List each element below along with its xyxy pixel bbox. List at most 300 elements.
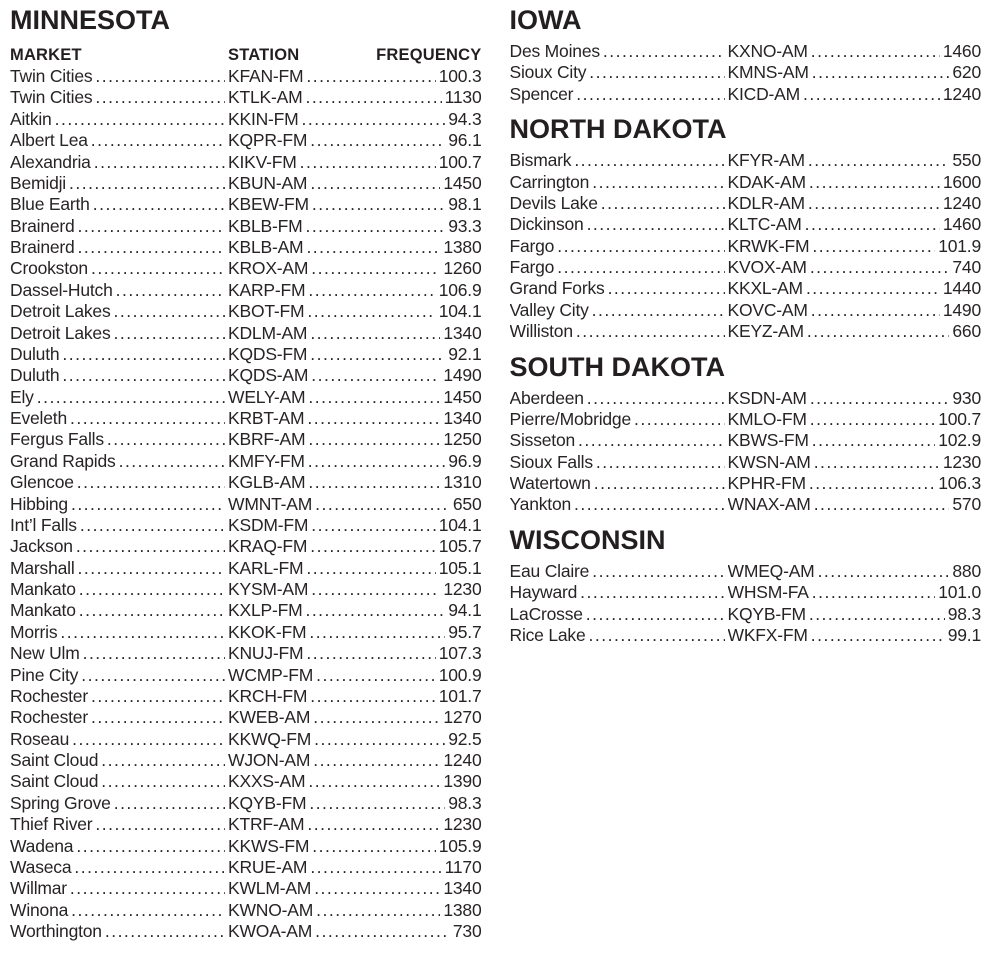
- market-cell: Twin Cities: [10, 87, 93, 108]
- dot-leader: [308, 472, 440, 493]
- market-cell: Crookston: [10, 258, 88, 279]
- station-cell: KRCH-FM: [228, 685, 308, 706]
- dot-leader: [302, 109, 446, 130]
- dot-leader: [77, 472, 225, 493]
- station-row: [510, 388, 982, 409]
- station-row: [510, 236, 982, 257]
- station-row: [10, 387, 482, 408]
- dot-leader: [105, 921, 225, 942]
- station-cell: KBLB-AM: [228, 237, 304, 257]
- frequency-cell: 1600: [942, 171, 981, 192]
- station-row: [10, 408, 482, 429]
- frequency-cell: 1440: [942, 278, 981, 299]
- market-cell: Devils Lake: [509, 192, 598, 213]
- frequency-cell: 100.9: [438, 664, 482, 685]
- frequency-cell: 93.3: [448, 215, 482, 236]
- market-cell: Spencer: [509, 83, 574, 104]
- market-cell: Pine City: [10, 664, 79, 685]
- station-cell: KBUN-AM: [228, 172, 308, 193]
- station-cell: WNAX-AM: [727, 494, 811, 515]
- station-cell: KKWS-FM: [228, 835, 310, 856]
- market-cell: Jackson: [10, 536, 73, 557]
- station-column-header: STATION: [228, 46, 300, 64]
- dot-leader: [91, 258, 225, 279]
- station-row: [10, 750, 482, 771]
- dot-leader: [313, 707, 440, 728]
- dot-leader: [315, 494, 450, 515]
- station-cell: KKIN-FM: [228, 108, 299, 129]
- station-cell: KBLB-FM: [228, 215, 303, 236]
- frequency-cell: 1260: [443, 258, 482, 279]
- station-row: [10, 558, 482, 579]
- dot-leader: [71, 494, 225, 515]
- station-row: [510, 214, 982, 235]
- dot-leader: [91, 130, 225, 151]
- market-cell: LaCrosse: [509, 603, 583, 624]
- state-section-wisconsin: [510, 526, 982, 647]
- market-cell: Duluth: [10, 365, 60, 386]
- frequency-cell: 1340: [443, 322, 482, 343]
- frequency-cell: 101.9: [938, 235, 981, 256]
- station-row: [10, 900, 482, 921]
- station-row: [10, 472, 482, 493]
- dot-leader: [70, 408, 225, 429]
- frequency-cell: 92.1: [448, 343, 482, 364]
- market-cell: Mankato: [10, 600, 76, 621]
- market-cell: Glencoe: [10, 472, 74, 493]
- frequency-cell: 1310: [443, 472, 482, 493]
- state-section-minnesota: [10, 6, 482, 942]
- station-rows: [10, 66, 482, 942]
- dot-leader: [310, 173, 440, 194]
- station-cell: KXXS-AM: [228, 771, 306, 792]
- frequency-cell: 660: [952, 321, 981, 342]
- dot-leader: [814, 452, 940, 473]
- dot-leader: [809, 473, 935, 494]
- station-row: [10, 707, 482, 728]
- state-title-iowa: IOWA: [509, 5, 582, 35]
- dot-leader: [107, 429, 225, 450]
- station-cell: KQDS-AM: [228, 365, 309, 386]
- frequency-cell: 102.9: [938, 430, 981, 451]
- frequency-cell: 96.1: [448, 130, 482, 151]
- station-cell: KICD-AM: [727, 83, 800, 104]
- station-row: [10, 536, 482, 557]
- dot-leader: [810, 257, 950, 278]
- market-cell: Saint Cloud: [10, 750, 99, 770]
- frequency-cell: 1390: [443, 771, 482, 792]
- frequency-cell: 1450: [443, 172, 482, 193]
- station-cell: KDAK-AM: [727, 171, 806, 192]
- market-cell: Brainerd: [10, 215, 75, 236]
- station-cell: KRAQ-FM: [228, 536, 308, 557]
- frequency-cell: 98.3: [947, 603, 981, 624]
- market-cell: Morris: [10, 621, 58, 642]
- market-cell: Des Moines: [509, 41, 600, 61]
- frequency-cell: 101.0: [938, 582, 981, 603]
- frequency-cell: 1170: [444, 856, 482, 877]
- dot-leader: [601, 193, 725, 214]
- station-cell: KWEB-AM: [228, 707, 311, 728]
- station-row: [10, 429, 482, 450]
- dot-leader: [314, 729, 445, 750]
- frequency-cell: 105.9: [438, 835, 482, 856]
- station-cell: KYSM-AM: [228, 579, 309, 599]
- dot-leader: [78, 216, 225, 237]
- market-cell: Aitkin: [10, 108, 52, 129]
- market-cell: Eau Claire: [509, 560, 590, 581]
- frequency-cell: 1340: [443, 878, 482, 899]
- dot-leader: [119, 451, 225, 472]
- frequency-cell: 98.1: [448, 194, 482, 215]
- station-row: [10, 622, 482, 643]
- market-cell: Williston: [509, 321, 573, 342]
- frequency-cell: 1380: [443, 237, 482, 257]
- market-cell: Yankton: [509, 494, 572, 515]
- dot-leader: [808, 150, 950, 171]
- dot-leader: [809, 604, 945, 625]
- state-title-south-dakota: SOUTH DAKOTA: [509, 351, 725, 382]
- dot-leader: [74, 857, 225, 878]
- dot-leader: [309, 793, 445, 814]
- dot-leader: [308, 280, 435, 301]
- dot-leader: [587, 214, 725, 235]
- frequency-cell: 570: [952, 494, 981, 515]
- frequency-cell: 1230: [443, 579, 482, 599]
- station-cell: KMNS-AM: [727, 62, 809, 83]
- market-cell: Brainerd: [10, 237, 75, 257]
- frequency-cell: 1340: [443, 408, 482, 428]
- dot-leader: [576, 321, 725, 342]
- station-cell: KQDS-FM: [228, 343, 308, 364]
- station-cell: KQPR-FM: [228, 130, 308, 151]
- left-column: [10, 6, 482, 953]
- dot-leader: [315, 921, 450, 942]
- frequency-cell: 106.9: [438, 279, 482, 300]
- station-row: [10, 836, 482, 857]
- station-row: [10, 686, 482, 707]
- dot-leader: [589, 62, 724, 83]
- frequency-cell: 1380: [443, 899, 482, 920]
- dot-leader: [93, 194, 225, 215]
- station-row: [510, 62, 982, 83]
- station-cell: KRBT-AM: [228, 408, 305, 428]
- dot-leader: [307, 408, 440, 429]
- frequency-column-header: FREQUENCY: [376, 46, 482, 64]
- frequency-cell: 106.3: [938, 473, 981, 493]
- market-cell: New Ulm: [10, 643, 80, 664]
- frequency-cell: 100.7: [938, 408, 981, 429]
- station-row: [510, 41, 982, 62]
- dot-leader: [603, 41, 725, 62]
- station-row: [10, 344, 482, 365]
- station-row: [10, 194, 482, 215]
- market-cell: Spring Grove: [10, 792, 111, 813]
- frequency-cell: 740: [952, 257, 981, 277]
- market-cell: Dassel-Hutch: [10, 279, 113, 300]
- market-cell: Fergus Falls: [10, 429, 104, 450]
- frequency-cell: 1240: [443, 750, 482, 770]
- market-cell: Saint Cloud: [10, 771, 99, 792]
- dot-leader: [62, 365, 225, 386]
- station-cell: KBOT-FM: [228, 301, 305, 322]
- frequency-cell: 100.3: [438, 66, 482, 86]
- dot-leader: [71, 900, 225, 921]
- station-cell: KXLP-FM: [228, 600, 303, 621]
- station-cell: KROX-AM: [228, 258, 309, 279]
- station-cell: KKOK-FM: [228, 621, 307, 642]
- station-cell: KIKV-FM: [228, 151, 297, 172]
- market-cell: Rochester: [10, 707, 88, 728]
- dot-leader: [300, 152, 436, 173]
- dot-leader: [94, 152, 225, 173]
- dot-leader: [95, 87, 225, 108]
- dot-leader: [805, 214, 940, 235]
- station-cell: KRWK-FM: [727, 235, 810, 256]
- market-cell: Bismark: [509, 150, 572, 171]
- station-row: [10, 793, 482, 814]
- dot-leader: [308, 451, 446, 472]
- station-cell: KWSN-AM: [727, 451, 811, 472]
- station-cell: KFYR-AM: [727, 150, 805, 171]
- dot-leader: [811, 625, 945, 646]
- dot-leader: [806, 278, 940, 299]
- dot-leader: [37, 387, 225, 408]
- dot-leader: [592, 172, 724, 193]
- station-rows: [510, 388, 982, 516]
- station-cell: KNUJ-FM: [228, 643, 304, 664]
- station-cell: KTRF-AM: [228, 814, 305, 835]
- dot-leader: [306, 237, 440, 258]
- dot-leader: [592, 561, 724, 582]
- dot-leader: [807, 321, 950, 342]
- station-cell: KBWS-FM: [727, 430, 809, 451]
- market-cell: Detroit Lakes: [10, 322, 111, 343]
- station-row: [510, 278, 982, 299]
- market-cell: Duluth: [10, 343, 60, 364]
- frequency-cell: 107.3: [438, 643, 482, 664]
- dot-leader: [634, 409, 725, 430]
- dot-leader: [306, 558, 435, 579]
- dot-leader: [62, 344, 225, 365]
- market-cell: Sioux Falls: [509, 451, 593, 472]
- dot-leader: [309, 622, 445, 643]
- dot-leader: [557, 236, 724, 257]
- station-row: [510, 257, 982, 278]
- dot-leader: [812, 430, 935, 451]
- dot-leader: [114, 793, 225, 814]
- dot-leader: [608, 278, 725, 299]
- market-cell: Ely: [10, 386, 34, 407]
- market-cell: Bemidji: [10, 172, 66, 193]
- station-cell: KQYB-FM: [727, 603, 806, 624]
- dot-leader: [91, 686, 225, 707]
- dot-leader: [310, 686, 435, 707]
- frequency-cell: 96.9: [448, 450, 482, 471]
- station-row: [10, 451, 482, 472]
- dot-leader: [811, 41, 940, 62]
- dot-leader: [91, 707, 225, 728]
- station-row: [10, 216, 482, 237]
- table-column-headers: [10, 46, 482, 64]
- station-row: [10, 66, 482, 87]
- station-cell: KXNO-AM: [727, 41, 808, 61]
- dot-leader: [310, 323, 440, 344]
- dot-leader: [574, 494, 724, 515]
- dot-leader: [812, 582, 935, 603]
- dot-leader: [809, 172, 940, 193]
- dot-leader: [305, 87, 441, 108]
- frequency-cell: 1240: [942, 192, 981, 213]
- station-row: [10, 665, 482, 686]
- frequency-cell: 550: [952, 150, 981, 171]
- dot-leader: [803, 84, 940, 105]
- station-cell: KRUE-AM: [228, 856, 308, 877]
- station-cell: KWNO-AM: [228, 899, 314, 920]
- station-row: [10, 323, 482, 344]
- market-cell: Marshall: [10, 557, 75, 578]
- frequency-cell: 95.7: [448, 621, 482, 642]
- market-cell: Pierre/Mobridge: [509, 408, 631, 429]
- dot-leader: [580, 582, 724, 603]
- dot-leader: [592, 300, 725, 321]
- station-cell: KMLO-FM: [727, 408, 807, 429]
- market-cell: Mankato: [10, 579, 76, 599]
- station-row: [510, 172, 982, 193]
- dot-leader: [95, 66, 225, 87]
- station-row: [10, 301, 482, 322]
- station-cell: KLTC-AM: [727, 214, 802, 235]
- station-cell: KBEW-FM: [228, 194, 309, 215]
- dot-leader: [116, 280, 225, 301]
- state-title-minnesota: MINNESOTA: [10, 5, 170, 35]
- dot-leader: [311, 365, 440, 386]
- dot-leader: [310, 536, 435, 557]
- dot-leader: [305, 216, 445, 237]
- station-cell: WELY-AM: [228, 386, 306, 407]
- frequency-cell: 1130: [444, 87, 482, 108]
- station-row: [10, 130, 482, 151]
- dot-leader: [305, 600, 445, 621]
- station-cell: KEYZ-AM: [727, 321, 804, 342]
- dot-leader: [312, 836, 435, 857]
- market-cell: Winona: [10, 899, 69, 920]
- frequency-cell: 1460: [942, 214, 981, 235]
- station-cell: WJON-AM: [228, 750, 311, 770]
- station-row: [10, 258, 482, 279]
- frequency-cell: 104.1: [438, 514, 482, 535]
- station-rows: [510, 150, 982, 342]
- state-section-north-dakota: [510, 115, 982, 342]
- frequency-cell: 1230: [942, 451, 981, 472]
- market-cell: Wadena: [10, 835, 74, 856]
- dot-leader: [313, 750, 440, 771]
- station-row: [510, 582, 982, 603]
- dot-leader: [312, 194, 445, 215]
- market-cell: Dickinson: [509, 214, 584, 235]
- frequency-cell: 105.7: [438, 536, 482, 557]
- market-cell: Twin Cities: [10, 66, 93, 86]
- dot-leader: [83, 643, 225, 664]
- station-row: [10, 237, 482, 258]
- dot-leader: [80, 515, 225, 536]
- frequency-cell: 1490: [942, 299, 981, 320]
- station-cell: KWLM-AM: [228, 878, 312, 899]
- station-row: [10, 173, 482, 194]
- market-cell: Rice Lake: [509, 624, 586, 645]
- station-row: [510, 300, 982, 321]
- dot-leader: [311, 258, 440, 279]
- station-cell: KKXL-AM: [727, 278, 803, 299]
- frequency-cell: 94.3: [448, 108, 482, 129]
- dot-leader: [587, 388, 725, 409]
- station-row: [10, 600, 482, 621]
- station-row: [510, 150, 982, 171]
- frequency-cell: 1230: [443, 814, 482, 835]
- dot-leader: [589, 625, 725, 646]
- dot-leader: [557, 257, 724, 278]
- dot-leader: [78, 558, 225, 579]
- state-title-wisconsin: WISCONSIN: [509, 524, 666, 555]
- station-row: [10, 771, 482, 792]
- dot-leader: [76, 836, 225, 857]
- dot-leader: [307, 814, 440, 835]
- station-cell: KTLK-AM: [228, 87, 303, 108]
- station-row: [10, 280, 482, 301]
- dot-leader: [814, 494, 950, 515]
- market-cell: Carrington: [509, 171, 590, 192]
- market-cell: Fargo: [509, 235, 555, 256]
- dot-leader: [594, 473, 725, 494]
- market-cell: Eveleth: [10, 408, 67, 428]
- station-row: [10, 109, 482, 130]
- dot-leader: [811, 300, 940, 321]
- dot-leader: [76, 536, 225, 557]
- market-cell: Valley City: [509, 299, 589, 320]
- market-cell: Sisseton: [509, 430, 576, 451]
- dot-leader: [306, 66, 435, 87]
- frequency-cell: 92.5: [448, 728, 482, 749]
- market-cell: Hayward: [509, 582, 578, 603]
- station-cell: WMNT-AM: [228, 493, 313, 514]
- dot-leader: [72, 729, 225, 750]
- frequency-cell: 1270: [443, 707, 482, 728]
- station-cell: KDLR-AM: [727, 192, 805, 213]
- market-cell: Roseau: [10, 728, 70, 749]
- station-row: [10, 643, 482, 664]
- dot-leader: [316, 900, 440, 921]
- station-row: [10, 152, 482, 173]
- dot-leader: [812, 62, 950, 83]
- dot-leader: [306, 643, 435, 664]
- dot-leader: [310, 344, 445, 365]
- station-cell: KKWQ-FM: [228, 728, 312, 749]
- dot-leader: [314, 878, 440, 899]
- station-row: [510, 321, 982, 342]
- dot-leader: [316, 665, 436, 686]
- station-cell: KOVC-AM: [727, 299, 808, 320]
- station-cell: KARL-FM: [228, 557, 304, 578]
- frequency-cell: 98.3: [448, 792, 482, 813]
- station-cell: WKFX-FM: [727, 624, 808, 645]
- dot-leader: [55, 109, 225, 130]
- dot-leader: [310, 130, 445, 151]
- station-cell: KWOA-AM: [228, 921, 313, 941]
- market-cell: Thief River: [10, 814, 93, 835]
- dot-leader: [308, 429, 440, 450]
- frequency-cell: 730: [452, 921, 482, 941]
- station-row: [510, 193, 982, 214]
